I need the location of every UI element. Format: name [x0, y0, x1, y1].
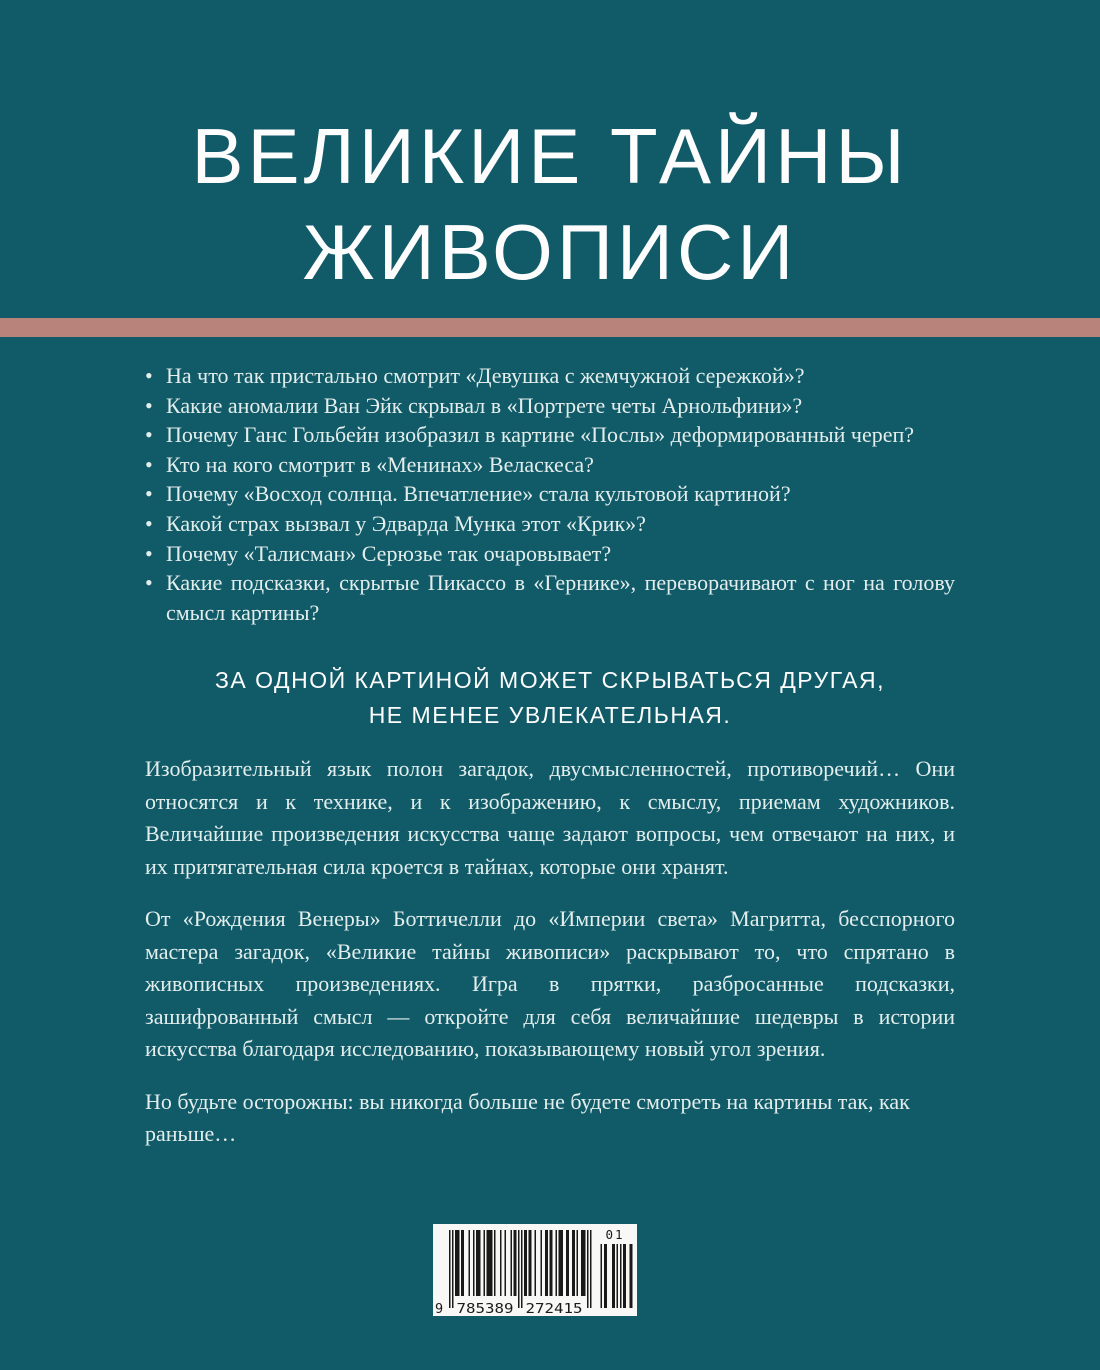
bullet-icon: •	[145, 510, 153, 536]
question-item	[145, 391, 955, 421]
question-text: Почему Ганс Гольбейн изобразил в картине «Послы» деформированный череп?	[166, 422, 915, 448]
question-text: На что так пристально смотрит «Девушка с жемчужной сережкой»?	[166, 363, 805, 388]
question-text: Почему «Талисман» Серюзье так очаровывает?	[166, 540, 612, 566]
bullet-icon: •	[145, 392, 153, 418]
svg-text:9: 9	[435, 1301, 444, 1316]
bullet-icon: •	[145, 570, 153, 596]
question-text: Какие подсказки, скрытые Пикассо в «Гернике», переворачивают с ног на голову смысл картины?	[166, 570, 955, 625]
question-item	[145, 568, 955, 627]
question-text: Какие аномалии Ван Эйк скрывал в «Портрете четы Арнольфини»?	[166, 392, 803, 418]
question-item	[145, 420, 955, 450]
isbn-barcode	[433, 1224, 637, 1316]
tagline-line-1: ЗА ОДНОЙ КАРТИНОЙ МОЖЕТ СКРЫВАТЬСЯ ДРУГАЯ,	[215, 667, 885, 694]
question-item	[145, 361, 955, 391]
bullet-icon: •	[145, 363, 153, 388]
bullet-icon: •	[145, 481, 153, 507]
svg-text:272415: 272415	[525, 1301, 583, 1316]
svg-text:785389: 785389	[456, 1301, 514, 1316]
book-title-line-2: ЖИВОПИСИ	[302, 208, 798, 296]
question-text: Какой страх вызвал у Эдварда Мунка этот «Крик»?	[166, 510, 646, 536]
question-item	[145, 479, 955, 509]
book-title-line-1: ВЕЛИКИЕ ТАЙНЫ	[191, 112, 909, 200]
book-title	[0, 108, 1100, 300]
description-paragraph-3: Но будьте осторожны: вы никогда больше не будете смотреть на картины так, как раньше…	[145, 1088, 910, 1147]
title-block	[0, 0, 1100, 300]
bullet-icon: •	[145, 540, 153, 566]
tagline-line-2: НЕ МЕНЕЕ УВЛЕКАТЕЛЬНАЯ.	[368, 702, 732, 729]
svg-text:01: 01	[605, 1227, 625, 1242]
accent-stripe	[0, 318, 1100, 337]
question-text: Кто на кого смотрит в «Менинах» Веласкеса?	[166, 451, 594, 477]
question-item	[145, 539, 955, 569]
question-item	[145, 509, 955, 539]
tagline	[145, 663, 955, 733]
description-paragraph-1: Изобразительный язык полон загадок, двусмысленностей, противоречий… Они относятся и к технике, и к изображению, к смыслу, приемам художников. Величайшие произведения искусства чаще задают вопросы, чем отвечают на них, и их притягательная сила кроется в тайнах, которые они хранят.	[145, 756, 955, 879]
bullet-icon: •	[145, 451, 153, 477]
question-text: Почему «Восход солнца. Впечатление» стала культовой картиной?	[166, 481, 791, 507]
description-paragraph-2: От «Рождения Венеры» Боттичелли до «Империи света» Магритта, бесспорного мастера загадок, «Великие тайны живописи» раскрывают то, что спрятано в живописных произведениях. Игра в прятки, разбросанные подсказки, зашифрованный смысл — откройте для себя величайшие шедевры в истории искусства благодаря исследованию, показывающему новый угол зрения.	[145, 906, 955, 1062]
question-list	[145, 361, 955, 627]
barcode-bars	[433, 1224, 637, 1316]
question-item	[145, 450, 955, 480]
content-column	[0, 361, 1100, 1151]
bullet-icon: •	[145, 422, 153, 448]
